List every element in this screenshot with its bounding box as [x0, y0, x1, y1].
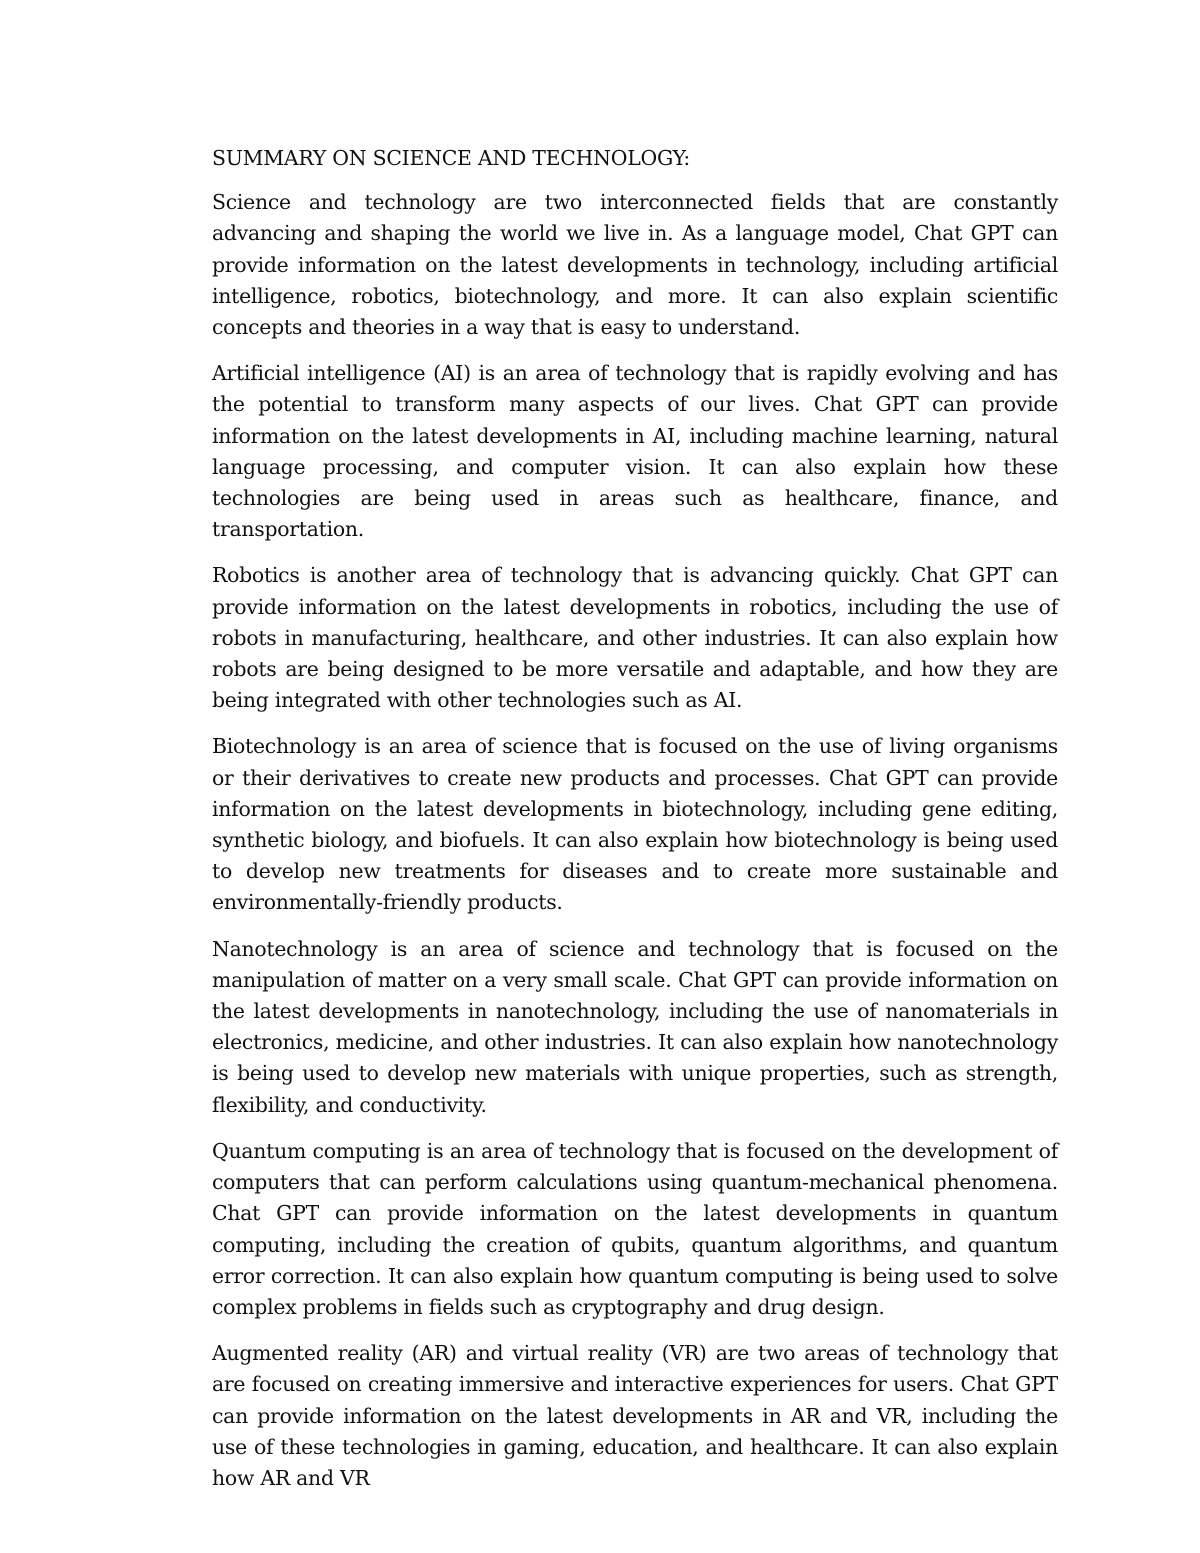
document-body	[212, 143, 1058, 1509]
paragraph-nanotechnology: Nanotechnology is an area of science and technology that is focused on the manipulation of matter on a very small scale. Chat GPT can provide information on the latest developments in nanotechnology, including the use of nanomaterials in electronics, medicine, and other industries. It can also explain how nanotechnology is being used to develop new materials with unique properties, such as strength, flexibility, and conductivity.	[212, 936, 1058, 1117]
paragraph-artificial-intelligence: Artificial intelligence (AI) is an area of technology that is rapidly evolving and has the potential to transform many aspects of our lives. Chat GPT can provide information on the latest developments in AI, including machine learning, natural language processing, and computer vision. It can also explain how these technologies are being used in areas such as healthcare, finance, and transportation.	[212, 361, 1058, 542]
paragraph-biotechnology: Biotechnology is an area of science that is focused on the use of living organisms or their derivatives to create new products and processes. Chat GPT can provide information on the latest developments in biotechnology, including gene editing, synthetic biology, and biofuels. It can also explain how biotechnology is being used to develop new treatments for diseases and to create more sustainable and environmentally-friendly products.	[212, 734, 1058, 915]
paragraph-overview: Science and technology are two interconnected fields that are constantly advancing and shaping the world we live in. As a language model, Chat GPT can provide information on the latest developments in technology, including artificial intelligence, robotics, biotechnology, and more. It can also explain scientific concepts and theories in a way that is easy to understand.	[212, 190, 1058, 340]
paragraph-quantum-computing: Quantum computing is an area of technology that is focused on the development of computers that can perform calculations using quantum-mechanical phenomena. Chat GPT can provide information on the latest developments in quantum computing, including the creation of qubits, quantum algorithms, and quantum error correction. It can also explain how quantum computing is being used to solve complex problems in fields such as cryptography and drug design.	[212, 1138, 1058, 1319]
paragraph-robotics: Robotics is another area of technology that is advancing quickly. Chat GPT can provide information on the latest developments in robotics, including the use of robots in manufacturing, healthcare, and other industries. It can also explain how robots are being designed to be more versatile and adaptable, and how they are being integrated with other technologies such as AI.	[212, 563, 1058, 713]
document-title: SUMMARY ON SCIENCE AND TECHNOLOGY:	[212, 146, 690, 170]
paragraph-ar-vr: Augmented reality (AR) and virtual reality (VR) are two areas of technology that are focused on creating immersive and interactive experiences for users. Chat GPT can provide information on the latest developments in AR and VR, including the use of these technologies in gaming, education, and healthcare. It can also explain how AR and VR	[212, 1341, 1058, 1490]
